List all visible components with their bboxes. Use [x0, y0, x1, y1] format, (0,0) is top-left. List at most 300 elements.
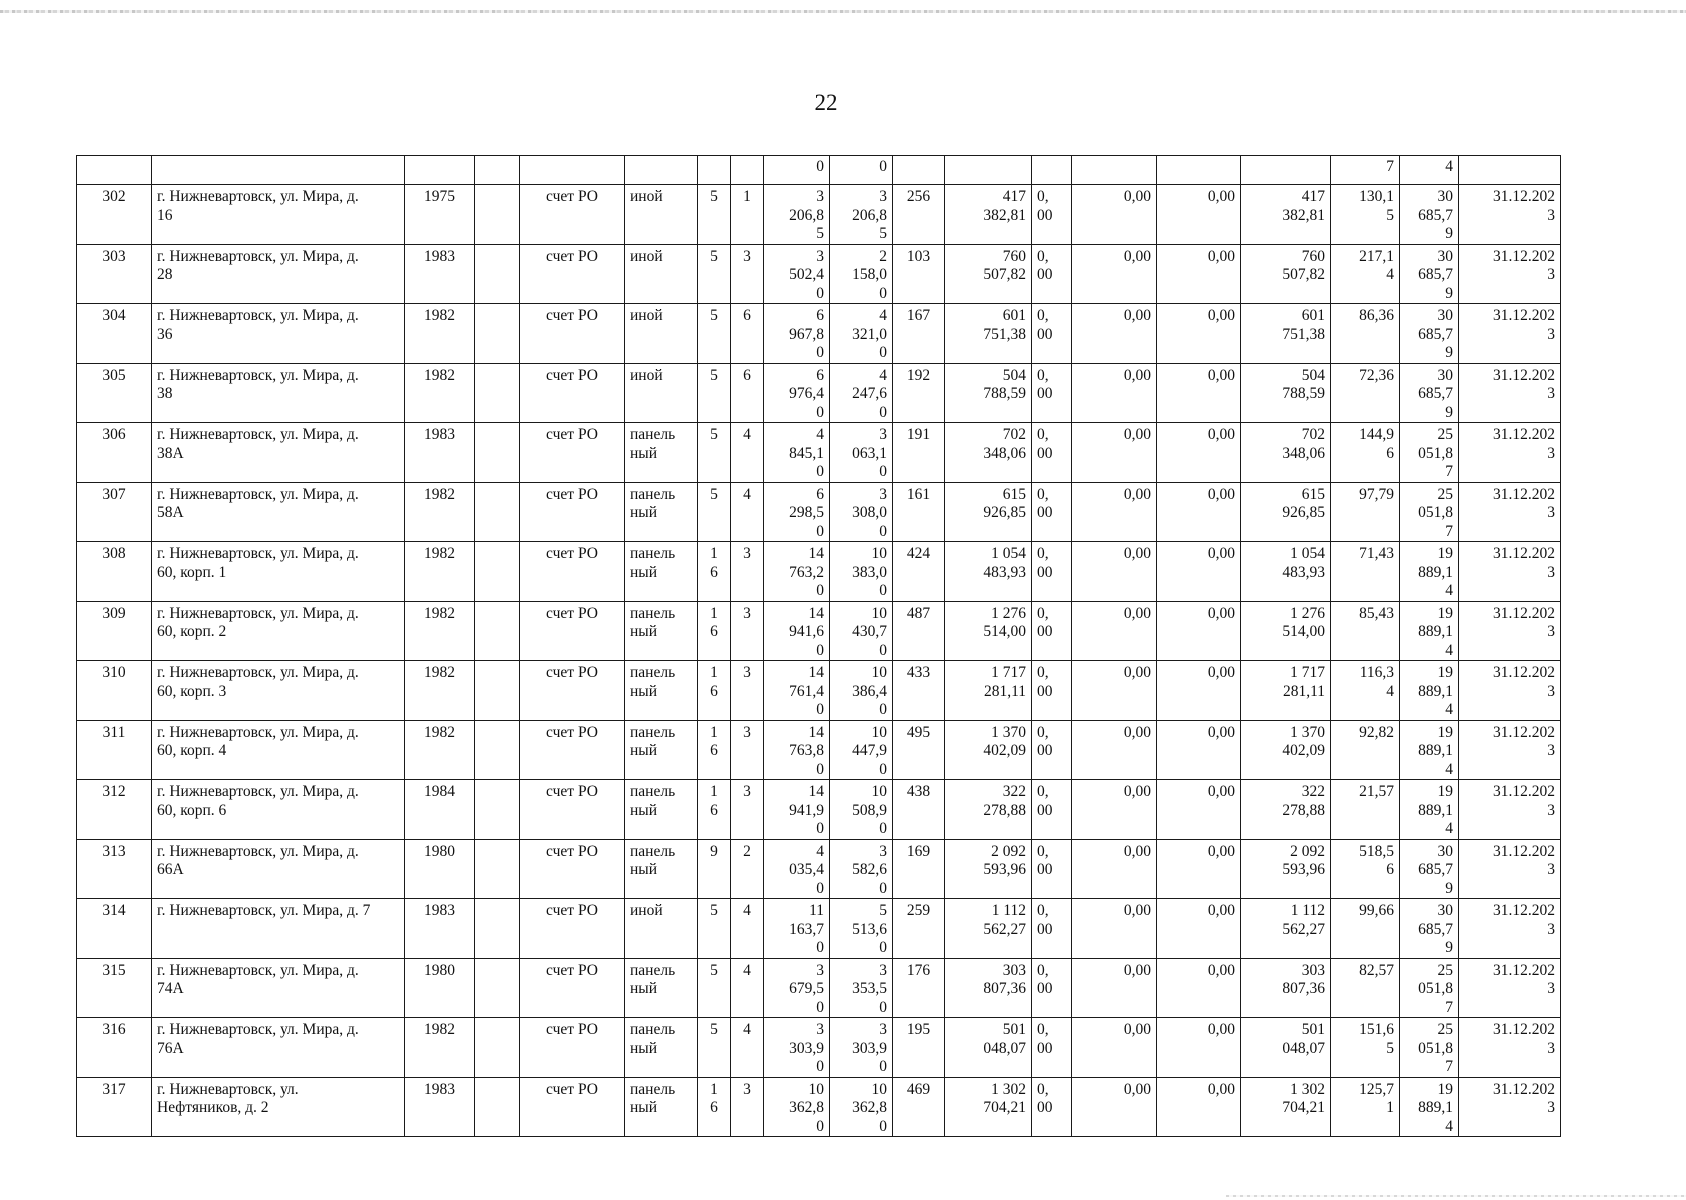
cell-unit-cost: 130,1 5 — [1331, 185, 1400, 245]
cell-account: счет РО — [520, 304, 625, 364]
cell-number: 316 — [77, 1018, 152, 1078]
cell-unit-cost: 7 — [1331, 156, 1400, 185]
cell-address: г. Нижневартовск, ул. Мира, д. 38А — [152, 423, 405, 483]
cell-max-cost: 25 051,8 7 — [1400, 482, 1459, 542]
cell-number: 315 — [77, 958, 152, 1018]
cell-max-cost: 30 685,7 9 — [1400, 304, 1459, 364]
cell-max-cost: 19 889,1 4 — [1400, 720, 1459, 780]
cell-cost-b: 0,00 — [1072, 304, 1157, 364]
cell-living-area: 10 383,0 0 — [830, 542, 893, 602]
cell-address: г. Нижневартовск, ул. Мира, д. 76А — [152, 1018, 405, 1078]
cell-total-area: 3 502,4 0 — [764, 244, 830, 304]
cell-cost-b: 0,00 — [1072, 185, 1157, 245]
cell-cost-c: 0,00 — [1157, 661, 1241, 721]
cell-cost-c: 0,00 — [1157, 482, 1241, 542]
cell-blank — [475, 156, 520, 185]
cell-account: счет РО — [520, 423, 625, 483]
cell-number: 317 — [77, 1077, 152, 1137]
cell-floors: 5 — [698, 958, 731, 1018]
cell-total-area: 6 298,5 0 — [764, 482, 830, 542]
cell-residents: 195 — [893, 1018, 945, 1078]
cell-living-area: 10 447,9 0 — [830, 720, 893, 780]
cell-deadline: 31.12.202 3 — [1459, 1077, 1561, 1137]
cell-total-area: 0 — [764, 156, 830, 185]
cell-deadline: 31.12.202 3 — [1459, 899, 1561, 959]
cell-living-area: 3 206,8 5 — [830, 185, 893, 245]
cell-cost-b: 0,00 — [1072, 958, 1157, 1018]
cell-address — [152, 156, 405, 185]
cell-total-area: 6 976,4 0 — [764, 363, 830, 423]
cell-floors: 5 — [698, 244, 731, 304]
cell-total-cost: 615 926,85 — [945, 482, 1032, 542]
cell-cost-c: 0,00 — [1157, 601, 1241, 661]
cell-max-cost: 30 685,7 9 — [1400, 244, 1459, 304]
table-row — [77, 720, 1561, 780]
cell-account: счет РО — [520, 661, 625, 721]
cell-total-area: 3 206,8 5 — [764, 185, 830, 245]
cell-unit-cost: 217,1 4 — [1331, 244, 1400, 304]
cell-max-cost: 25 051,8 7 — [1400, 1018, 1459, 1078]
cell-entrances: 3 — [731, 601, 764, 661]
table-row — [77, 482, 1561, 542]
cell-floors: 5 — [698, 304, 731, 364]
cell-deadline: 31.12.202 3 — [1459, 661, 1561, 721]
cell-year: 1982 — [405, 363, 475, 423]
cell-floors: 9 — [698, 839, 731, 899]
cell-residents: 256 — [893, 185, 945, 245]
cell-cost-owners: 601 751,38 — [1241, 304, 1331, 364]
cell-wall-material: панель ный — [625, 601, 698, 661]
cell-deadline: 31.12.202 3 — [1459, 244, 1561, 304]
cell-living-area: 0 — [830, 156, 893, 185]
cell-entrances: 3 — [731, 720, 764, 780]
cell-blank — [475, 1077, 520, 1137]
cell-year: 1983 — [405, 899, 475, 959]
cell-total-cost: 1 370 402,09 — [945, 720, 1032, 780]
cell-living-area: 10 386,4 0 — [830, 661, 893, 721]
cell-residents: 169 — [893, 839, 945, 899]
cell-cost-a: 0, 00 — [1032, 720, 1072, 780]
cell-cost-a: 0, 00 — [1032, 423, 1072, 483]
table-row — [77, 780, 1561, 840]
cell-cost-b: 0,00 — [1072, 1018, 1157, 1078]
register-table-body — [77, 156, 1561, 1137]
cell-blank — [475, 780, 520, 840]
cell-wall-material: панель ный — [625, 720, 698, 780]
table-row — [77, 899, 1561, 959]
cell-max-cost: 30 685,7 9 — [1400, 899, 1459, 959]
cell-living-area: 4 321,0 0 — [830, 304, 893, 364]
cell-entrances: 6 — [731, 304, 764, 364]
cell-cost-a: 0, 00 — [1032, 839, 1072, 899]
cell-address: г. Нижневартовск, ул. Мира, д. 60, корп. 2 — [152, 601, 405, 661]
cell-cost-c: 0,00 — [1157, 185, 1241, 245]
cell-account: счет РО — [520, 482, 625, 542]
cell-unit-cost: 86,36 — [1331, 304, 1400, 364]
cell-unit-cost: 151,6 5 — [1331, 1018, 1400, 1078]
cell-deadline: 31.12.202 3 — [1459, 363, 1561, 423]
cell-living-area: 3 582,6 0 — [830, 839, 893, 899]
cell-account: счет РО — [520, 899, 625, 959]
cell-cost-owners: 417 382,81 — [1241, 185, 1331, 245]
cell-cost-a: 0, 00 — [1032, 542, 1072, 602]
cell-account: счет РО — [520, 720, 625, 780]
table-row — [77, 601, 1561, 661]
cell-deadline — [1459, 156, 1561, 185]
cell-cost-owners: 2 092 593,96 — [1241, 839, 1331, 899]
cell-number: 305 — [77, 363, 152, 423]
cell-address: г. Нижневартовск, ул. Мира, д. 36 — [152, 304, 405, 364]
table-row — [77, 185, 1561, 245]
cell-year: 1982 — [405, 304, 475, 364]
cell-entrances: 3 — [731, 542, 764, 602]
cell-total-cost: 1 276 514,00 — [945, 601, 1032, 661]
cell-cost-owners: 303 807,36 — [1241, 958, 1331, 1018]
table-row — [77, 1018, 1561, 1078]
cell-account: счет РО — [520, 780, 625, 840]
cell-blank — [475, 958, 520, 1018]
cell-entrances: 3 — [731, 1077, 764, 1137]
cell-entrances: 4 — [731, 482, 764, 542]
cell-total-cost: 303 807,36 — [945, 958, 1032, 1018]
cell-total-cost: 504 788,59 — [945, 363, 1032, 423]
cell-blank — [475, 839, 520, 899]
cell-total-cost: 1 112 562,27 — [945, 899, 1032, 959]
cell-living-area: 3 303,9 0 — [830, 1018, 893, 1078]
cell-cost-a: 0, 00 — [1032, 185, 1072, 245]
cell-cost-c: 0,00 — [1157, 363, 1241, 423]
cell-max-cost: 30 685,7 9 — [1400, 363, 1459, 423]
cell-cost-c: 0,00 — [1157, 839, 1241, 899]
cell-residents: 176 — [893, 958, 945, 1018]
cell-max-cost: 19 889,1 4 — [1400, 1077, 1459, 1137]
cell-residents: 103 — [893, 244, 945, 304]
cell-residents: 192 — [893, 363, 945, 423]
cell-year: 1982 — [405, 1018, 475, 1078]
cell-total-cost: 417 382,81 — [945, 185, 1032, 245]
cell-max-cost: 19 889,1 4 — [1400, 601, 1459, 661]
cell-cost-owners: 1 054 483,93 — [1241, 542, 1331, 602]
cell-cost-owners: 504 788,59 — [1241, 363, 1331, 423]
cell-wall-material: панель ный — [625, 542, 698, 602]
cell-number: 307 — [77, 482, 152, 542]
cell-cost-owners: 501 048,07 — [1241, 1018, 1331, 1078]
cell-entrances: 4 — [731, 1018, 764, 1078]
cell-number: 308 — [77, 542, 152, 602]
cell-cost-a: 0, 00 — [1032, 601, 1072, 661]
table-row — [77, 661, 1561, 721]
cell-floors: 1 6 — [698, 661, 731, 721]
cell-deadline: 31.12.202 3 — [1459, 542, 1561, 602]
cell-deadline: 31.12.202 3 — [1459, 482, 1561, 542]
cell-cost-b: 0,00 — [1072, 601, 1157, 661]
cell-cost-a: 0, 00 — [1032, 363, 1072, 423]
cell-total-cost: 1 054 483,93 — [945, 542, 1032, 602]
cell-total-area: 11 163,7 0 — [764, 899, 830, 959]
cell-number: 303 — [77, 244, 152, 304]
cell-unit-cost: 97,79 — [1331, 482, 1400, 542]
cell-max-cost: 30 685,7 9 — [1400, 839, 1459, 899]
cell-residents: 167 — [893, 304, 945, 364]
cell-unit-cost: 82,57 — [1331, 958, 1400, 1018]
cell-wall-material: панель ный — [625, 423, 698, 483]
cell-floors: 5 — [698, 423, 731, 483]
cell-cost-c: 0,00 — [1157, 780, 1241, 840]
cell-cost-a: 0, 00 — [1032, 958, 1072, 1018]
scan-edge-top — [0, 10, 1686, 13]
cell-year — [405, 156, 475, 185]
cell-year: 1982 — [405, 720, 475, 780]
cell-living-area: 3 063,1 0 — [830, 423, 893, 483]
cell-number: 306 — [77, 423, 152, 483]
cell-total-area: 14 941,9 0 — [764, 780, 830, 840]
cell-deadline: 31.12.202 3 — [1459, 780, 1561, 840]
cell-address: г. Нижневартовск, ул. Мира, д. 60, корп. 6 — [152, 780, 405, 840]
cell-cost-owners: 615 926,85 — [1241, 482, 1331, 542]
cell-year: 1984 — [405, 780, 475, 840]
cell-number: 304 — [77, 304, 152, 364]
cell-account — [520, 156, 625, 185]
table-row — [77, 958, 1561, 1018]
cell-number — [77, 156, 152, 185]
cell-wall-material: панель ный — [625, 1077, 698, 1137]
cell-deadline: 31.12.202 3 — [1459, 720, 1561, 780]
table-row — [77, 423, 1561, 483]
cell-number: 311 — [77, 720, 152, 780]
cell-account: счет РО — [520, 1018, 625, 1078]
table-row-continuation — [77, 156, 1561, 185]
cell-cost-a: 0, 00 — [1032, 482, 1072, 542]
cell-cost-a — [1032, 156, 1072, 185]
cell-floors: 1 6 — [698, 1077, 731, 1137]
cell-living-area: 3 308,0 0 — [830, 482, 893, 542]
cell-entrances: 4 — [731, 899, 764, 959]
cell-residents: 495 — [893, 720, 945, 780]
cell-entrances: 1 — [731, 185, 764, 245]
cell-account: счет РО — [520, 542, 625, 602]
table-row — [77, 244, 1561, 304]
cell-address: г. Нижневартовск, ул. Мира, д. 60, корп. 3 — [152, 661, 405, 721]
cell-address: г. Нижневартовск, ул. Мира, д. 38 — [152, 363, 405, 423]
cell-total-area: 4 035,4 0 — [764, 839, 830, 899]
cell-floors: 5 — [698, 1018, 731, 1078]
cell-total-area: 3 679,5 0 — [764, 958, 830, 1018]
cell-floors: 1 6 — [698, 542, 731, 602]
cell-cost-owners: 1 302 704,21 — [1241, 1077, 1331, 1137]
cell-year: 1982 — [405, 542, 475, 602]
cell-living-area: 2 158,0 0 — [830, 244, 893, 304]
cell-deadline: 31.12.202 3 — [1459, 601, 1561, 661]
cell-living-area: 10 508,9 0 — [830, 780, 893, 840]
cell-cost-b: 0,00 — [1072, 661, 1157, 721]
cell-cost-a: 0, 00 — [1032, 780, 1072, 840]
cell-cost-b: 0,00 — [1072, 899, 1157, 959]
cell-year: 1983 — [405, 1077, 475, 1137]
cell-total-area: 14 763,2 0 — [764, 542, 830, 602]
cell-cost-b: 0,00 — [1072, 244, 1157, 304]
cell-unit-cost: 21,57 — [1331, 780, 1400, 840]
cell-number: 314 — [77, 899, 152, 959]
cell-total-cost: 760 507,82 — [945, 244, 1032, 304]
cell-deadline: 31.12.202 3 — [1459, 839, 1561, 899]
cell-blank — [475, 244, 520, 304]
cell-blank — [475, 661, 520, 721]
cell-blank — [475, 899, 520, 959]
cell-cost-owners: 1 112 562,27 — [1241, 899, 1331, 959]
cell-address: г. Нижневартовск, ул. Мира, д. 28 — [152, 244, 405, 304]
cell-residents: 438 — [893, 780, 945, 840]
cell-blank — [475, 185, 520, 245]
cell-account: счет РО — [520, 185, 625, 245]
cell-total-area: 14 761,4 0 — [764, 661, 830, 721]
cell-wall-material: иной — [625, 185, 698, 245]
cell-account: счет РО — [520, 363, 625, 423]
cell-account: счет РО — [520, 1077, 625, 1137]
cell-wall-material: иной — [625, 304, 698, 364]
cell-blank — [475, 363, 520, 423]
cell-deadline: 31.12.202 3 — [1459, 185, 1561, 245]
cell-unit-cost: 71,43 — [1331, 542, 1400, 602]
cell-max-cost: 25 051,8 7 — [1400, 958, 1459, 1018]
page-number: 22 — [814, 90, 838, 115]
cell-account: счет РО — [520, 839, 625, 899]
cell-address: г. Нижневартовск, ул. Нефтяников, д. 2 — [152, 1077, 405, 1137]
cell-cost-b: 0,00 — [1072, 1077, 1157, 1137]
cell-wall-material: иной — [625, 899, 698, 959]
cell-unit-cost: 92,82 — [1331, 720, 1400, 780]
cell-floors: 5 — [698, 185, 731, 245]
cell-residents: 161 — [893, 482, 945, 542]
cell-cost-a: 0, 00 — [1032, 244, 1072, 304]
cell-cost-c: 0,00 — [1157, 244, 1241, 304]
cell-entrances: 3 — [731, 244, 764, 304]
cell-address: г. Нижневартовск, ул. Мира, д. 58А — [152, 482, 405, 542]
cell-total-cost: 501 048,07 — [945, 1018, 1032, 1078]
cell-unit-cost: 85,43 — [1331, 601, 1400, 661]
cell-entrances — [731, 156, 764, 185]
cell-total-cost: 322 278,88 — [945, 780, 1032, 840]
cell-cost-a: 0, 00 — [1032, 899, 1072, 959]
cell-residents: 487 — [893, 601, 945, 661]
cell-year: 1982 — [405, 661, 475, 721]
table-row — [77, 363, 1561, 423]
cell-entrances: 6 — [731, 363, 764, 423]
cell-deadline: 31.12.202 3 — [1459, 958, 1561, 1018]
register-table — [76, 155, 1561, 1137]
cell-wall-material: иной — [625, 363, 698, 423]
table-row — [77, 1077, 1561, 1137]
cell-wall-material — [625, 156, 698, 185]
cell-address: г. Нижневартовск, ул. Мира, д. 7 — [152, 899, 405, 959]
cell-cost-c — [1157, 156, 1241, 185]
cell-total-cost: 2 092 593,96 — [945, 839, 1032, 899]
cell-cost-owners: 1 276 514,00 — [1241, 601, 1331, 661]
cell-address: г. Нижневартовск, ул. Мира, д. 66А — [152, 839, 405, 899]
cell-residents: 433 — [893, 661, 945, 721]
cell-living-area: 5 513,6 0 — [830, 899, 893, 959]
cell-year: 1980 — [405, 958, 475, 1018]
cell-total-cost: 601 751,38 — [945, 304, 1032, 364]
cell-cost-b: 0,00 — [1072, 482, 1157, 542]
cell-max-cost: 4 — [1400, 156, 1459, 185]
cell-cost-c: 0,00 — [1157, 1077, 1241, 1137]
table-row — [77, 839, 1561, 899]
cell-entrances: 3 — [731, 780, 764, 840]
cell-blank — [475, 542, 520, 602]
cell-blank — [475, 720, 520, 780]
cell-floors — [698, 156, 731, 185]
cell-cost-b: 0,00 — [1072, 780, 1157, 840]
cell-residents: 424 — [893, 542, 945, 602]
cell-cost-c: 0,00 — [1157, 423, 1241, 483]
cell-floors: 5 — [698, 482, 731, 542]
cell-wall-material: панель ный — [625, 958, 698, 1018]
cell-floors: 1 6 — [698, 780, 731, 840]
cell-address: г. Нижневартовск, ул. Мира, д. 60, корп. 1 — [152, 542, 405, 602]
cell-living-area: 10 362,8 0 — [830, 1077, 893, 1137]
table-row — [77, 542, 1561, 602]
cell-total-area: 14 763,8 0 — [764, 720, 830, 780]
scan-edge-bottom — [1226, 1195, 1686, 1197]
cell-cost-b — [1072, 156, 1157, 185]
cell-total-area: 3 303,9 0 — [764, 1018, 830, 1078]
cell-unit-cost: 125,7 1 — [1331, 1077, 1400, 1137]
cell-deadline: 31.12.202 3 — [1459, 304, 1561, 364]
cell-max-cost: 19 889,1 4 — [1400, 780, 1459, 840]
cell-cost-owners: 1 370 402,09 — [1241, 720, 1331, 780]
cell-cost-c: 0,00 — [1157, 899, 1241, 959]
cell-unit-cost: 518,5 6 — [1331, 839, 1400, 899]
cell-total-cost: 702 348,06 — [945, 423, 1032, 483]
cell-wall-material: панель ный — [625, 780, 698, 840]
cell-wall-material: панель ный — [625, 839, 698, 899]
cell-residents — [893, 156, 945, 185]
cell-number: 310 — [77, 661, 152, 721]
cell-cost-c: 0,00 — [1157, 304, 1241, 364]
cell-cost-a: 0, 00 — [1032, 304, 1072, 364]
cell-number: 313 — [77, 839, 152, 899]
cell-max-cost: 19 889,1 4 — [1400, 542, 1459, 602]
cell-unit-cost: 72,36 — [1331, 363, 1400, 423]
cell-blank — [475, 423, 520, 483]
cell-max-cost: 25 051,8 7 — [1400, 423, 1459, 483]
cell-floors: 5 — [698, 363, 731, 423]
cell-unit-cost: 116,3 4 — [1331, 661, 1400, 721]
cell-total-area: 6 967,8 0 — [764, 304, 830, 364]
cell-unit-cost: 99,66 — [1331, 899, 1400, 959]
cell-cost-a: 0, 00 — [1032, 661, 1072, 721]
cell-total-cost: 1 717 281,11 — [945, 661, 1032, 721]
cell-cost-c: 0,00 — [1157, 958, 1241, 1018]
cell-living-area: 10 430,7 0 — [830, 601, 893, 661]
cell-cost-b: 0,00 — [1072, 363, 1157, 423]
cell-address: г. Нижневартовск, ул. Мира, д. 16 — [152, 185, 405, 245]
cell-living-area: 3 353,5 0 — [830, 958, 893, 1018]
cell-address: г. Нижневартовск, ул. Мира, д. 60, корп. 4 — [152, 720, 405, 780]
cell-cost-a: 0, 00 — [1032, 1077, 1072, 1137]
cell-year: 1975 — [405, 185, 475, 245]
cell-wall-material: иной — [625, 244, 698, 304]
cell-year: 1980 — [405, 839, 475, 899]
cell-total-area: 14 941,6 0 — [764, 601, 830, 661]
cell-total-area: 10 362,8 0 — [764, 1077, 830, 1137]
cell-cost-owners: 322 278,88 — [1241, 780, 1331, 840]
cell-year: 1983 — [405, 244, 475, 304]
cell-blank — [475, 482, 520, 542]
cell-year: 1982 — [405, 482, 475, 542]
cell-max-cost: 30 685,7 9 — [1400, 185, 1459, 245]
cell-blank — [475, 1018, 520, 1078]
